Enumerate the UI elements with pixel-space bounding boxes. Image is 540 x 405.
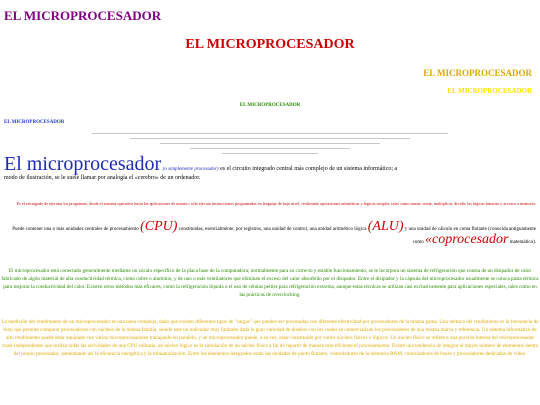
- divider-3: [160, 143, 380, 144]
- units-text-1: Puede contener una o más unidades centrales de procesamiento: [12, 227, 141, 232]
- heading-h4: EL MICROPROCESADOR: [447, 87, 532, 95]
- units-text-2: constituidas, esencialmente, por registros, una unidad de control, una unidad aritmético lógica: [177, 227, 368, 232]
- intro-italic: (o simplemente procesador): [162, 167, 219, 172]
- paragraph-performance: La medición del rendimiento de un microprocesador es una tarea compleja, dado que existen diferentes tipos de "cargas" que pueden ser procesadas con diferente efectividad por procesadores de la misma gama. Una métrica del rendimiento es la frecuencia de reloj que permite comparar procesadores con núcleos de la misma familia, siendo este un indicador muy limitado dada la gran variedad de diseños con los cuales se comercializan los procesadores de una misma marca y referencia. Un sistema informático de alto rendimiento puede estar equipado con varios microprocesadores trabajando en paralelo, y un microprocesador puede, a su vez, estar constituido por varios núcleos físicos o lógicos. Un núcleo físico se refiere a una porción interna del microprocesador cuasi-independiente que realiza todas las actividades de una CPU solitaria, un núcleo lógico es la simulación de un núcleo físico a fin de repartir de manera más eficiente el procesamiento. Existe una tendencia de integrar el mayor número de elementos dentro del propio procesador, aumentando así la eficiencia energética y la miniaturización. Entre los elementos integrados están las unidades de punto flotante, controladores de la memoria RAM, controladores de buses y procesadores dedicados de vídeo.: [1, 319, 539, 357]
- paragraph-cooling: El microprocesador está conectado generalmente mediante un zócalo específico de la placa base de la computadora; normalmente para su correcto y estable funcionamiento, se le incorpora un sistema de refrigeración que consta de un disipador de calor fabricado de algún material de alta conductividad térmica, como cobre o aluminio, y de uno o más ventiladores que eliminan el exceso del calor absorbido por el disipador. Entre el disipador y la cápsula del microprocesador usualmente se coloca pasta térmica para mejorar la conductividad del calor. Existen otros métodos más eficaces, como la refrigeración líquida o el uso de células peltier para refrigeración extrema, aunque estas técnicas se utilizan casi exclusivamente para aplicaciones especiales, tales como en las prácticas de overclocking.: [1, 268, 539, 298]
- intro-paragraph: [4, 153, 404, 183]
- intro-text: es el circuito integrado central más complejo de un sistema informático; a modo de ilustración, se le suele llamar por analogía el «cerebro» de un ordenador.: [4, 166, 398, 181]
- alu-term: (ALU): [367, 219, 404, 234]
- heading-h5: EL MICROPROCESADOR: [239, 103, 301, 108]
- divider-1: [92, 133, 448, 134]
- coprocessor-term: «coprocesador: [425, 232, 509, 247]
- units-text-3: y una unidad de cálculo en coma flotante (conocida antiguamente como: [403, 227, 536, 245]
- units-text-4: matemático).: [508, 240, 536, 245]
- divider-5: [222, 153, 318, 154]
- divider-4: [190, 148, 350, 149]
- paragraph-units: [4, 219, 536, 248]
- heading-h2: EL MICROPROCESADOR: [185, 37, 355, 52]
- heading-h1: EL MICROPROCESADOR: [4, 8, 162, 23]
- cpu-term: (CPU): [140, 219, 178, 234]
- heading-h3: EL MICROPROCESADOR: [423, 68, 532, 78]
- heading-h6: EL MICROPROCESADOR: [4, 120, 65, 125]
- paragraph-programs: Es el encargado de ejecutar los programas, desde el sistema operativo hasta las aplicaciones de usuario; sólo ejecuta instrucciones programadas en lenguaje de bajo nivel, realizando operaciones aritméticas y lógicas simples, tales como sumar, restar, multiplicar, dividir, las lógicas binarias y accesos a memoria.: [16, 201, 536, 206]
- intro-title: El microprocesador: [4, 153, 162, 175]
- divider-2: [130, 138, 410, 139]
